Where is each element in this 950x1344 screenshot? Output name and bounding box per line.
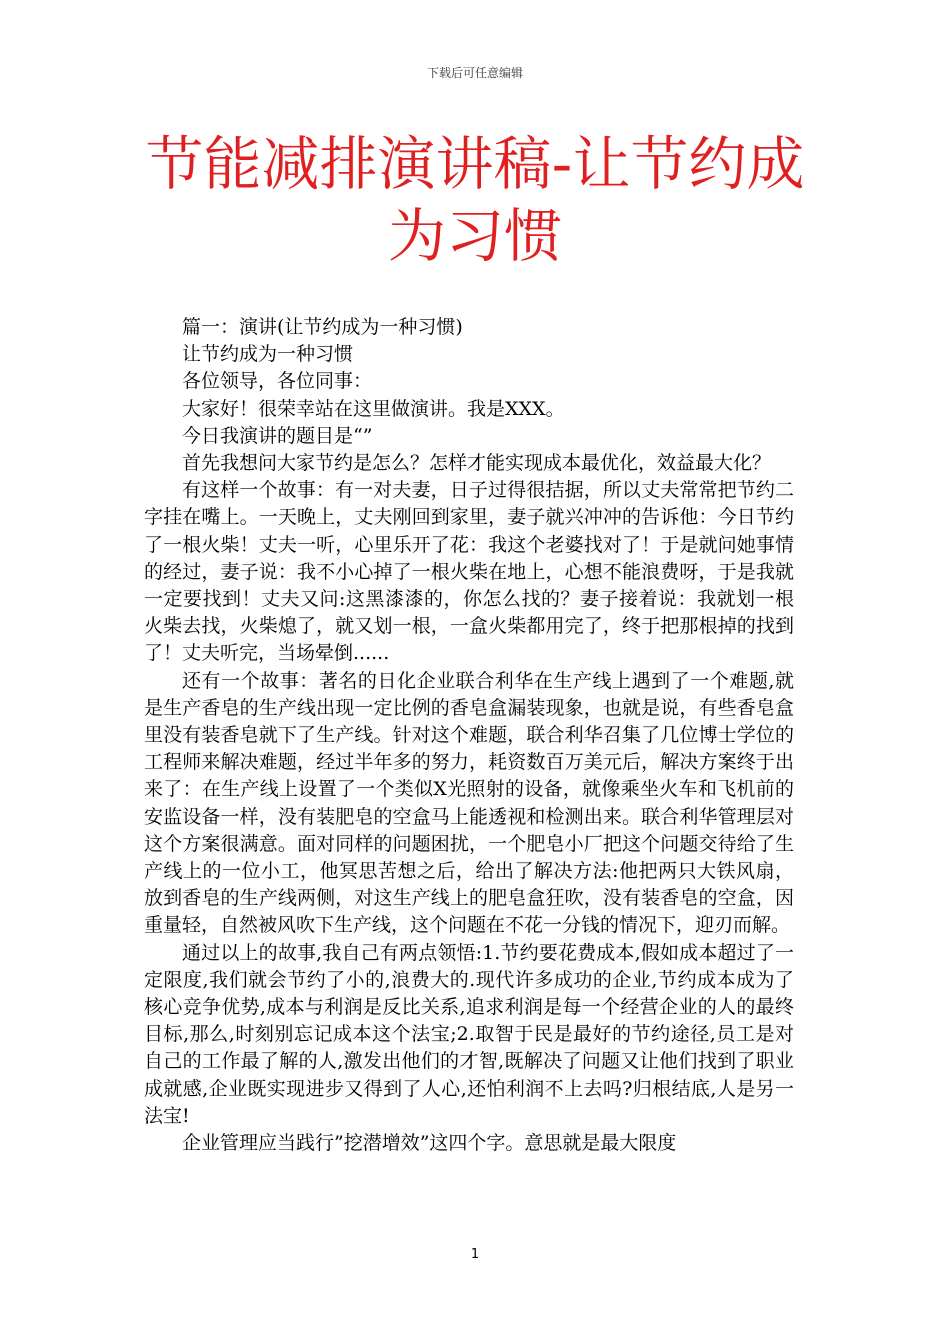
paragraph: 让节约成为一种习惯 — [182, 343, 354, 366]
title-line-1: 节能减排演讲稿-让节约成 — [145, 130, 805, 198]
paragraph: 今日我演讲的题目是“” — [182, 424, 373, 447]
page-number: 1 — [470, 1247, 480, 1262]
header-note: 下载后可任意编辑 — [426, 66, 523, 80]
paragraph: 通过以上的故事,我自己有两点领悟:1.节约要花费成本,假如成本超过了一定限度,我们就会节约了小的,浪费大的.现代许多成功的企业,节约成本成为了核心竞争优势,成本与利润是反比关系,追求利润是每一个经营企业的人的最终目标,那么,时刻别忘记成本这个法宝;2.取智于民是最好的节约途径,员工是对自己的工作最了解的人,激发出他们的才智,既解决了问题又让他们找到了职业成就感,企业既实现进步又得到了人心,还怕利润不上去吗?归根结底,人是另一法宝! — [144, 941, 794, 1127]
paragraph: 各位领导，各位同事： — [182, 370, 373, 393]
body-text — [144, 314, 794, 1157]
paragraph: 篇一：演讲(让节约成为一种习惯) — [182, 316, 463, 338]
paragraph: 大家好！很荣幸站在这里做演讲。我是XXX。 — [182, 397, 565, 420]
paragraph: 企业管理应当践行”挖潜增效”这四个字。意思就是最大限度 — [182, 1132, 677, 1155]
paragraph: 还有一个故事：著名的日化企业联合利华在生产线上遇到了一个难题,就是生产香皂的生产线出现一定比例的香皂盒漏装现象，也就是说，有些香皂盒里没有装香皂就下了生产线。针对这个难题，联合利华召集了几位博士学位的工程师来解决难题，经过半年多的努力，耗资数百万美元后，解决方案终于出来了：在生产线上设置了一个类似X光照射的设备，就像乘坐火车和飞机前的安监设备一样，没有装肥皂的空盒马上能透视和检测出来。联合利华管理层对这个方案很满意。面对同样的问题困扰，一个肥皂小厂把这个问题交待给了生产线上的一位小工，他冥思苦想之后，给出了解决方法:他把两只大铁风扇，放到香皂的生产线两侧，对这生产线上的肥皂盒狂吹，没有装香皂的空盒，因重量轻，自然被风吹下生产线，这个问题在不花一分钱的情况下，迎刃而解。 — [144, 669, 794, 937]
paragraph: 首先我想问大家节约是怎么？怎样才能实现成本最优化，效益最大化？ — [182, 452, 772, 475]
document-title — [90, 128, 860, 272]
title-line-2: 为习惯 — [387, 202, 562, 270]
paragraph: 有这样一个故事：有一对夫妻，日子过得很拮据，所以丈夫常常把节约二字挂在嘴上。一天晚上，丈夫刚回到家里，妻子就兴冲冲的告诉他：今日节约了一根火柴！丈夫一听，心里乐开了花：我这个老婆找对了！于是就问她事情的经过，妻子说：我不小心掉了一根火柴在地上，心想不能浪费呀，于是我就一定要找到！丈夫又问:这黑漆漆的，你怎么找的？妻子接着说：我就划一根火柴去找，火柴熄了，就又划一根，一盒火柴都用完了，终于把那根掉的找到了！丈夫听完，当场晕倒...... — [144, 479, 794, 665]
